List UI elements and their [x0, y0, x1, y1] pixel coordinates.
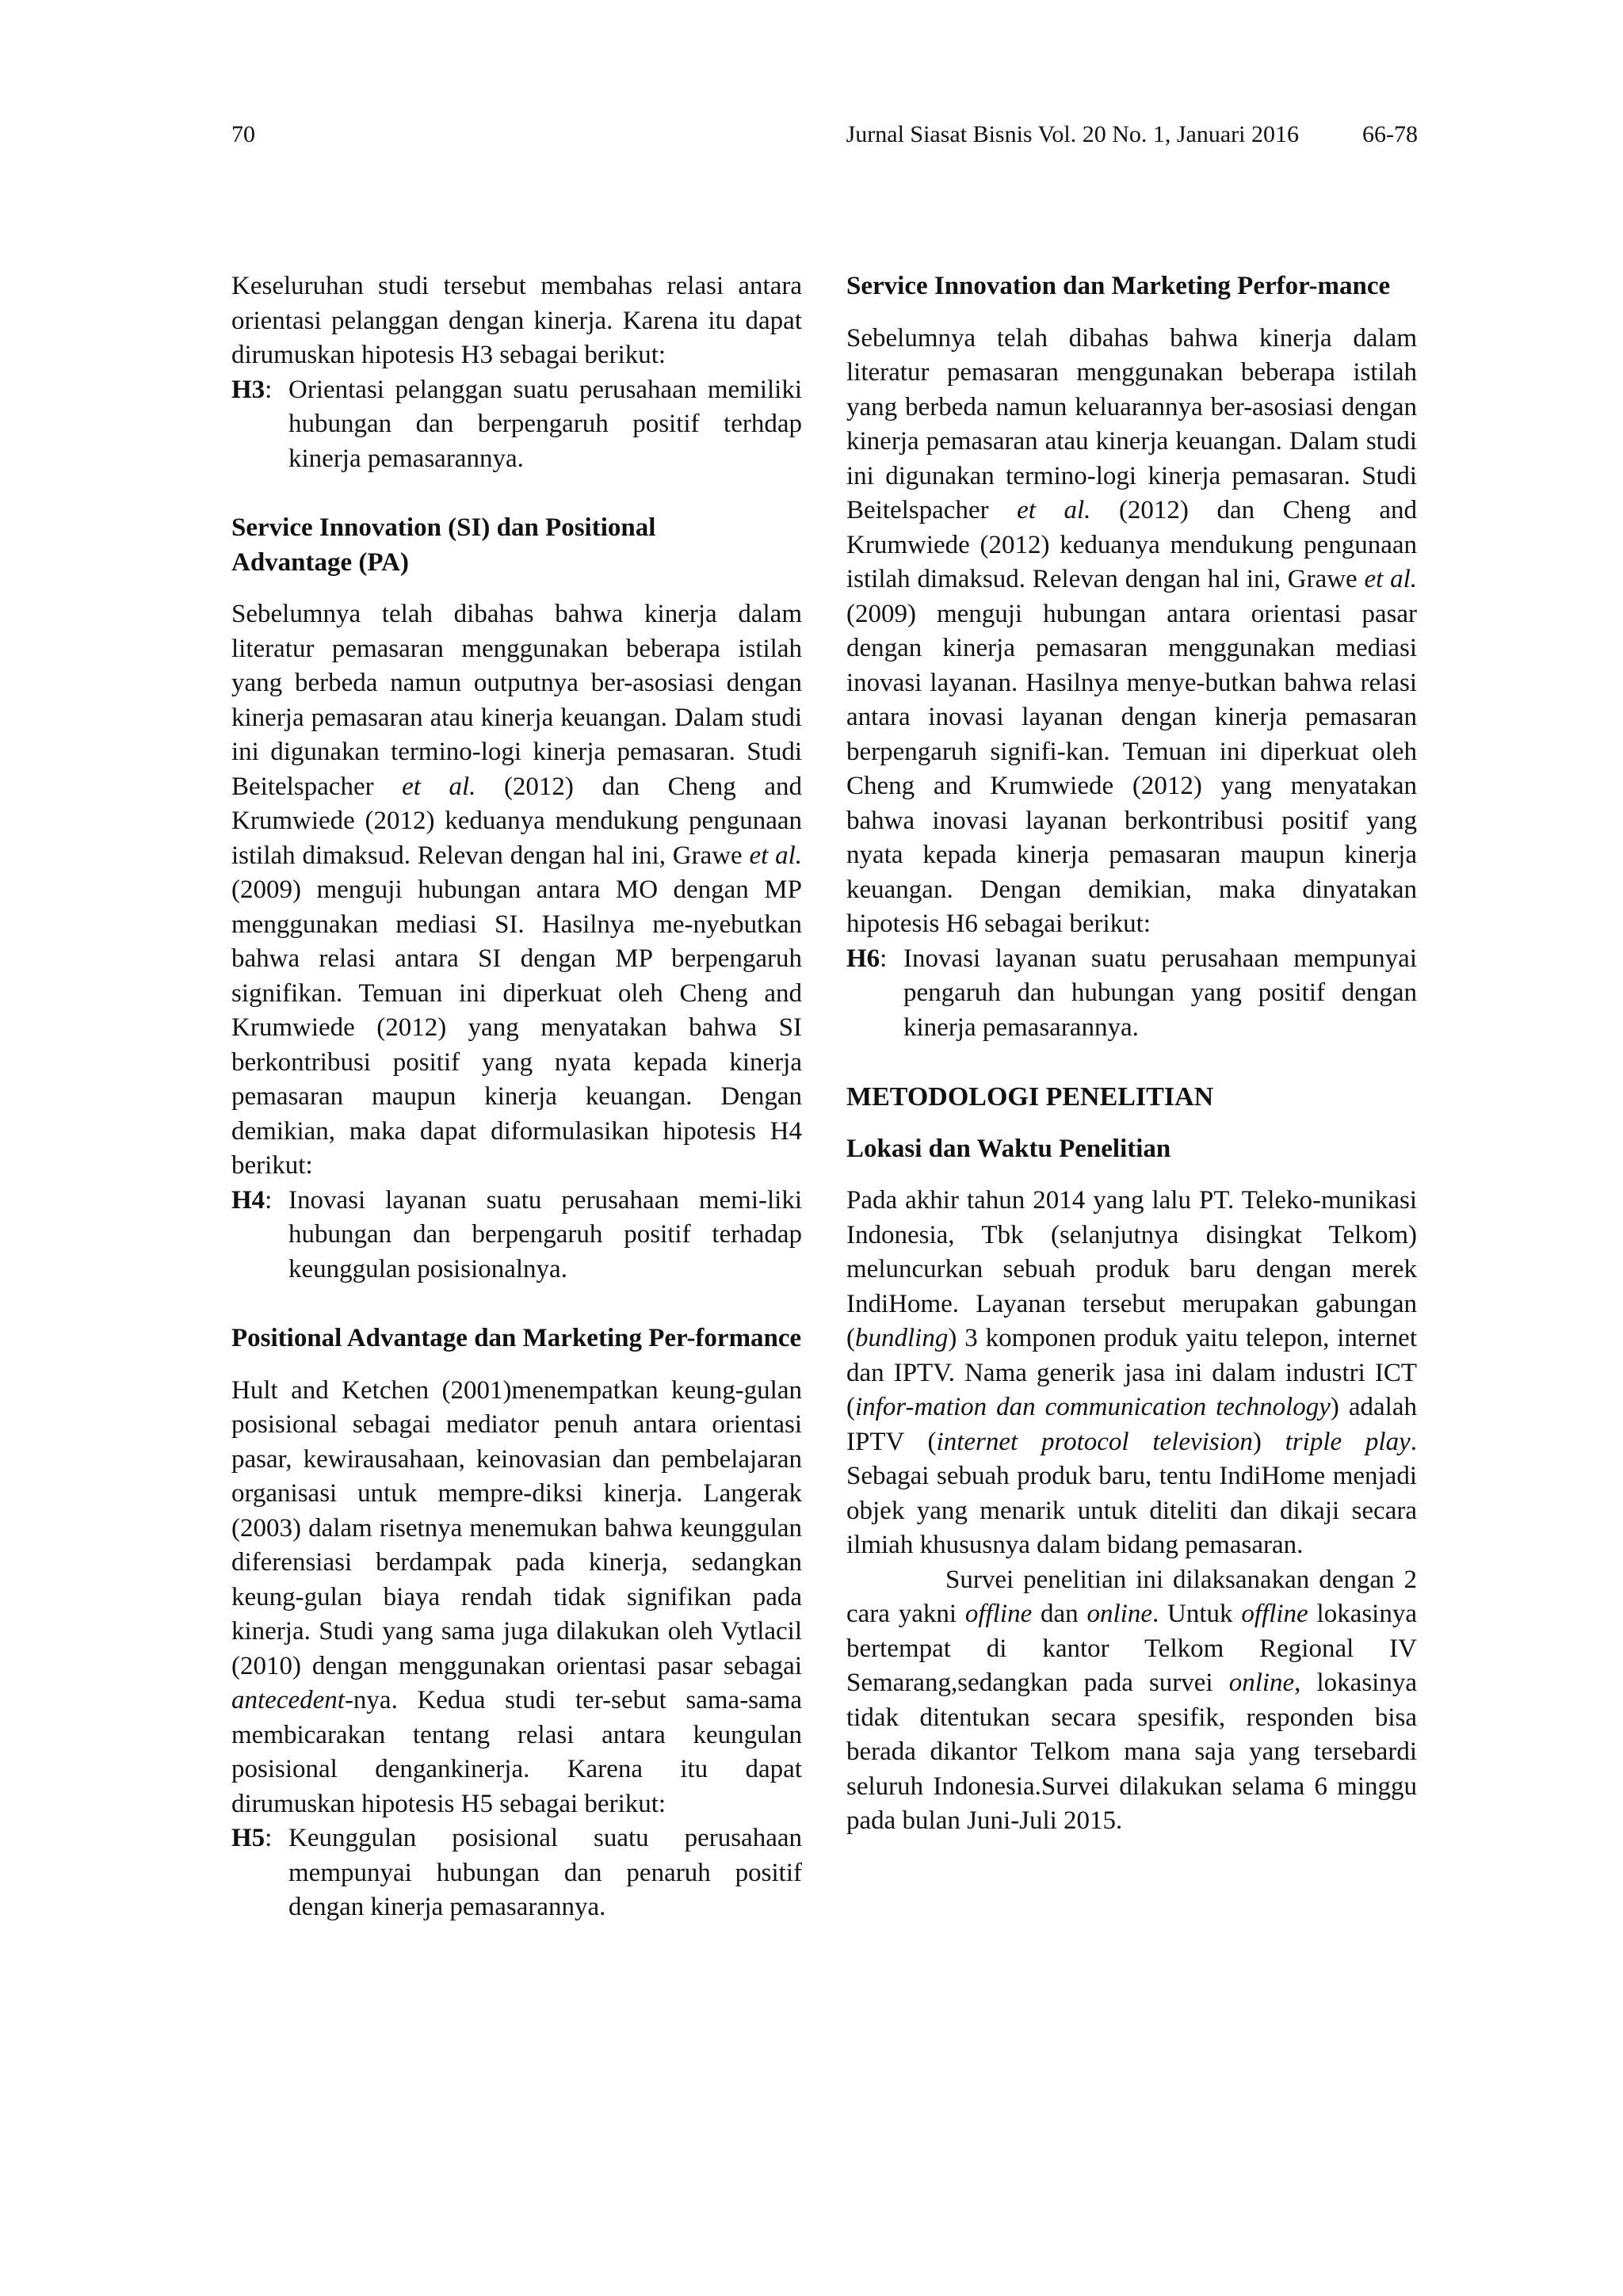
section-heading-pa-mp: Positional Advantage dan Marketing Per-formance: [231, 1324, 802, 1352]
hypothesis-text: Inovasi layanan suatu perusahaan mempunyai pengaruh dan hubungan yang positif dengan kinerja pemasarannya.: [903, 944, 1417, 1042]
location-time-heading: Lokasi dan Waktu Penelitian: [846, 1134, 1171, 1163]
hypothesis-h4: [231, 1184, 802, 1287]
running-head: [231, 119, 1418, 151]
journal-title: Jurnal Siasat Bisnis Vol. 20 No. 1, Januari 2016: [846, 121, 1299, 147]
hypothesis-label: H4:: [231, 1185, 273, 1215]
hypothesis-label: H5:: [231, 1824, 273, 1852]
hypothesis-text: Orientasi pelanggan suatu perusahaan memiliki hubungan dan berpengaruh positif terhdap kinerja pemasarannya.: [288, 375, 802, 473]
paragraph-si-mp: Sebelumnya telah dibahas bahwa kinerja dalam literatur pemasaran menggunakan beberapa istilah yang berbeda namun keluarannya ber-asosiasi dengan kinerja pemasaran atau kinerja keuangan. Dalam studi ini digunakan termino-logi kinerja pemasaran. Studi Beitelspacher et al. (2012) dan Cheng and Krumwiede (2012) keduanya mendukung pengunaan istilah dimaksud. Relevan dengan hal ini, Grawe et al. (2009) menguji hubungan antara orientasi pasar dengan kinerja pemasaran menggunakan mediasi inovasi layanan. Hasilnya menye-butkan bahwa relasi antara inovasi layanan dengan kinerja pemasaran berpengaruh signifi-kan. Temuan ini diperkuat oleh Cheng and Krumwiede (2012) yang menyatakan bahwa inovasi layanan berkontribusi positif yang nyata kepada kinerja pemasaran maupun kinerja keuangan. Dengan demikian, maka dinyatakan hipotesis H6 sebagai berikut:: [846, 323, 1417, 938]
page-range: 66-78: [1362, 121, 1418, 147]
hypothesis-label: H3:: [231, 375, 273, 404]
hypothesis-h3: [231, 373, 802, 477]
paragraph-location: Pada akhir tahun 2014 yang lalu PT. Teleko-munikasi Indonesia, Tbk (selanjutnya disingkat Telkom) meluncurkan sebuah produk baru dengan merek IndiHome. Layanan tersebut merupakan gabungan (bundling) 3 komponen produk yaitu telepon, internet dan IPTV. Nama generik jasa ini dalam industri ICT (infor-mation dan communication technology) adalah IPTV (internet protocol television) triple play. Sebagai sebuah produk baru, tentu IndiHome menjadi objek yang menarik untuk diteliti dan dikaji secara ilmiah khususnya dalam bidang pemasaran.: [846, 1186, 1418, 1559]
hypothesis-h5: [231, 1821, 802, 1925]
hypothesis-text: Inovasi layanan suatu perusahaan memi-liki hubungan dan berpengaruh positif terhadap keunggulan posisionalnya.: [288, 1185, 802, 1283]
hypothesis-text: Keunggulan posisional suatu perusahaan mempunyai hubungan dan penaruh positif dengan kinerja pemasarannya.: [288, 1824, 802, 1921]
paragraph-si-pa: Sebelumnya telah dibahas bahwa kinerja dalam literatur pemasaran menggunakan beberapa istilah yang berbeda namun outputnya ber-asosiasi dengan kinerja pemasaran atau kinerja keuangan. Dalam studi ini digunakan termino-logi kinerja pemasaran. Studi Beitelspacher et al. (2012) dan Cheng and Krumwiede (2012) keduanya mendukung pengunaan istilah dimaksud. Relevan dengan hal ini, Grawe et al. (2009) menguji hubungan antara MO dengan MP menggunakan mediasi SI. Hasilnya me-nyebutkan bahwa relasi antara SI dengan MP berpengaruh signifikan. Temuan ini diperkuat oleh Cheng and Krumwiede (2012) yang menyatakan bahwa SI berkontribusi positif yang nyata kepada kinerja pemasaran maupun kinerja keuangan. Dengan demikian, maka dapat diformulasikan hipotesis H4 berikut:: [231, 600, 802, 1180]
left-column: [231, 269, 802, 1925]
intro-paragraph: Keseluruhan studi tersebut membahas relasi antara orientasi pelanggan dengan kinerja. Karena itu dapat dirumuskan hipotesis H3 sebagai berikut:: [231, 272, 802, 369]
right-column: [846, 269, 1417, 1839]
methodology-heading: METODOLOGI PENELITIAN: [846, 1082, 1214, 1112]
section-heading-si-pa: Service Innovation (SI) dan Positional Advantage (PA): [231, 513, 656, 577]
section-heading-si-mp: Service Innovation dan Marketing Perfor-mance: [846, 272, 1391, 300]
hypothesis-label: H6:: [846, 944, 888, 973]
page-number: 70: [231, 121, 255, 147]
paragraph-pa-mp: Hult and Ketchen (2001)menempatkan keung-gulan posisional sebagai mediator penuh antara orientasi pasar, kewirausahaan, keinovasian dan pembelajaran organisasi untuk mempre-diksi kinerja. Langerak (2003) dalam risetnya menemukan bahwa keunggulan diferensiasi berdampak pada kinerja, sedangkan keung-gulan biaya rendah tidak signifikan pada kinerja. Studi yang sama juga dilakukan oleh Vytlacil (2010) dengan menggunakan orientasi pasar sebagai antecedent-nya. Kedua studi ter-sebut sama-sama membicarakan tentang relasi antara keungulan posisional dengankinerja. Karena itu dapat dirumuskan hipotesis H5 sebagai berikut:: [231, 1375, 802, 1818]
hypothesis-h6: [846, 942, 1417, 1046]
paragraph-survey: Survei penelitian ini dilaksanakan dengan 2 cara yakni offline dan online. Untuk offline lokasinya bertempat di kantor Telkom Regional IV Semarang,sedangkan pada survei online, lokasinya tidak ditentukan secara spesifik, responden bisa berada dikantor Telkom mana saja yang tersebardi seluruh Indonesia.Survei dilakukan selama 6 minggu pada bulan Juni-Juli 2015.: [846, 1565, 1417, 1835]
